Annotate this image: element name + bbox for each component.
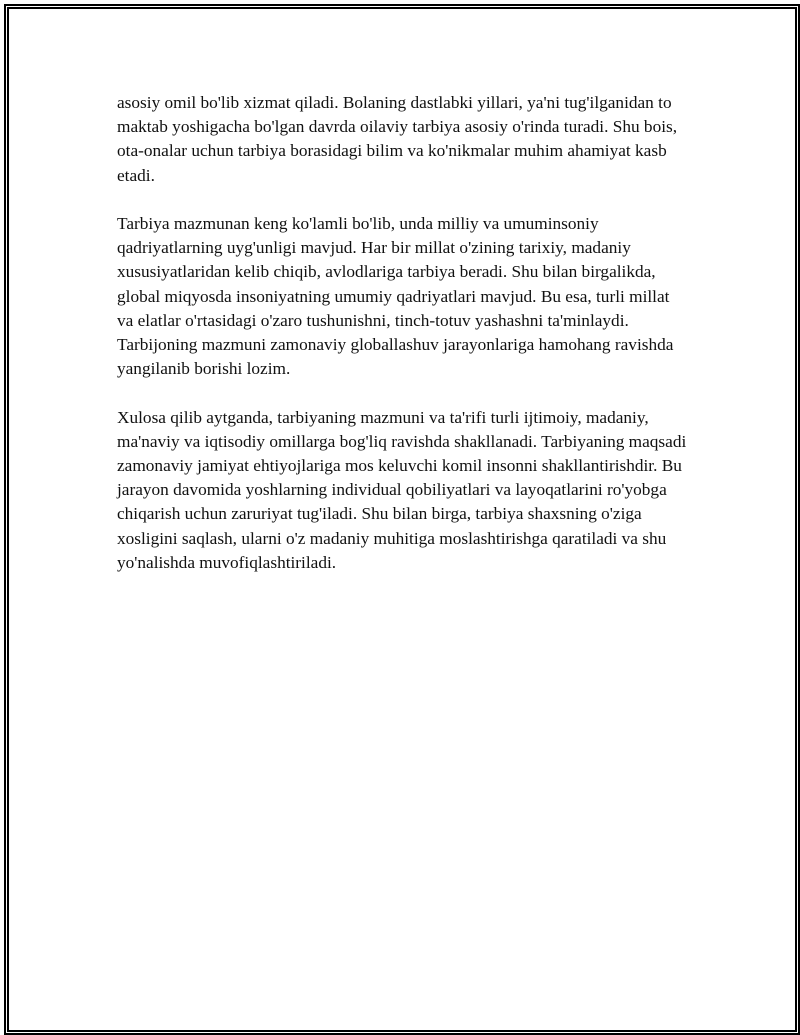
paragraph-3: Xulosa qilib aytganda, tarbiyaning mazmuni va ta'rifi turli ijtimoiy, madaniy, ma'naviy va iqtisodiy omillarga bog'liq ravishda shakllanadi. Tarbiyaning maqsadi zamonaviy jamiyat ehtiyojlariga mos keluvchi komil insonni shakllantirishdir. Bu jarayon davomida yoshlarning individual qobiliyatlari va layoqatlarini ro'yobga chiqarish uchun zaruriyat tug'iladi. Shu bilan birga, tarbiya shaxsning o'ziga xosligini saqlash, ularni o'z madaniy muhitiga moslashtirishga qaratiladi va shu yo'nalishda muvofiqlashtiriladi. <box>117 407 687 572</box>
paragraph-2: Tarbiya mazmunan keng ko'lamli bo'lib, unda milliy va umuminsoniy qadriyatlarning uyg'unligi mavjud. Har bir millat o'zining tarixiy, madaniy xususiyatlaridan kelib chiqib, avlodlariga tarbiya beradi. Shu bilan birgalikda, global miqyosda insoniyatning umumiy qadriyatlari mavjud. Bu esa, turli millat va elatlar o'rtasidagi o'zaro tushunishni, tinch-totuv yashashni ta'minlaydi. Tarbijoning mazmuni zamonaviy globallashuv jarayonlariga hamohang ravishda yangilanib borishi lozim. <box>117 214 674 379</box>
paragraph-1: asosiy omil bo'lib xizmat qiladi. Bolaning dastlabki yillari, ya'ni tug'ilganidan to maktab yoshigacha bo'lgan davrda oilaviy tarbiya asosiy o'rinda turadi. Shu bois, ota-onalar uchun tarbiya borasidagi bilim va ko'nikmalar muhim ahamiyat kasb etadi. <box>117 93 678 185</box>
document-body <box>117 91 687 599</box>
